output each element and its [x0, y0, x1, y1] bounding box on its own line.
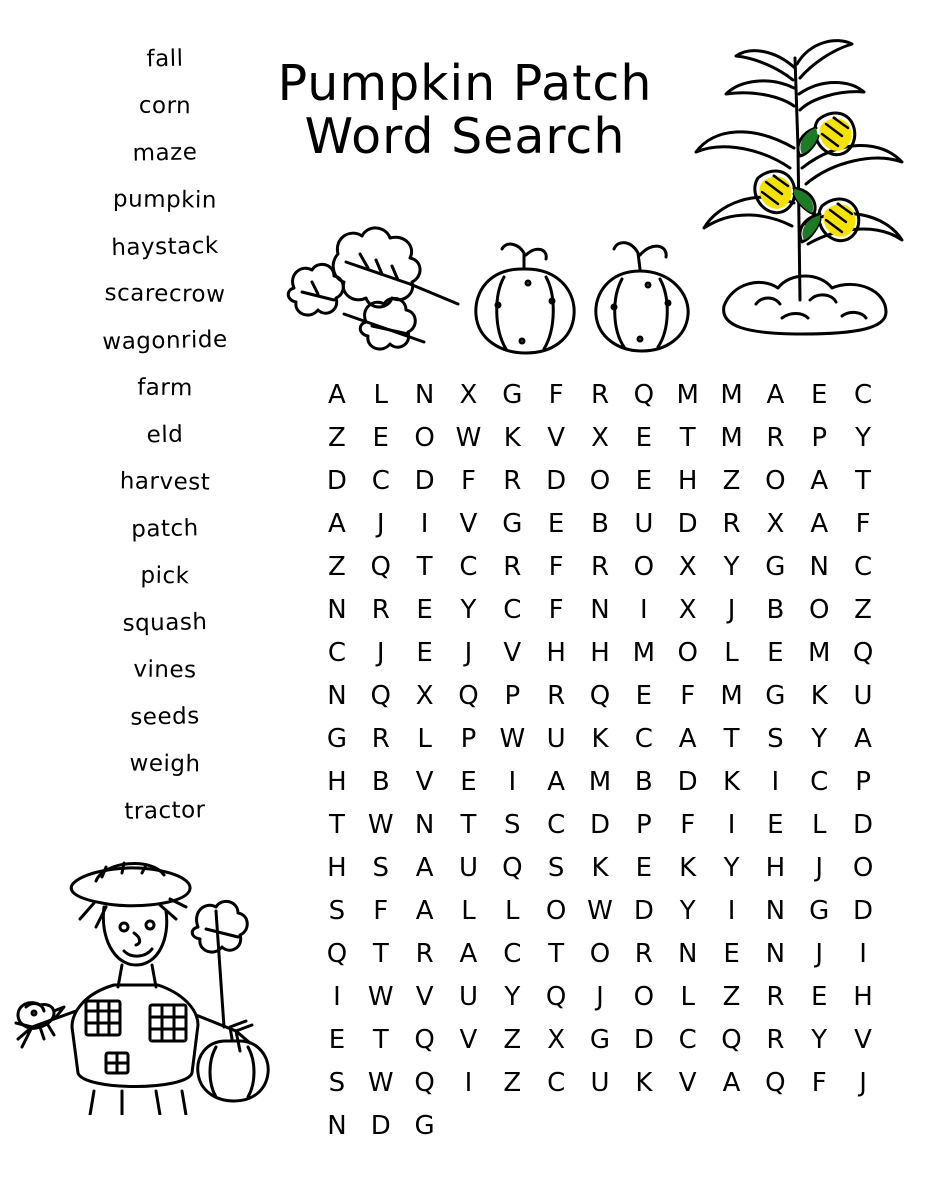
grid-letter: W [367, 982, 394, 1012]
grid-letter: G [809, 896, 830, 926]
grid-letter: F [680, 681, 696, 711]
grid-letter: E [416, 595, 433, 625]
grid-letter: C [503, 939, 522, 969]
grid-letter: Y [504, 982, 521, 1012]
grid-letter: F [811, 1068, 827, 1098]
grid-letter: T [723, 724, 740, 754]
grid-letter: C [459, 552, 478, 582]
grid-letter: R [766, 423, 785, 453]
grid-letter: S [504, 810, 521, 840]
grid-letter: A [810, 509, 829, 539]
grid-letter: Y [811, 1025, 828, 1055]
grid-letter: T [372, 939, 389, 969]
grid-letter: T [460, 810, 477, 840]
grid-letter: D [853, 810, 874, 840]
grid-letter: I [508, 767, 517, 797]
grid-letter: E [767, 638, 784, 668]
grid-letter: I [727, 896, 736, 926]
grid-letter: B [766, 595, 785, 625]
grid-letter: V [415, 767, 434, 797]
grid-letter: P [855, 767, 871, 797]
grid-letter: Z [722, 982, 741, 1012]
grid-letter: V [503, 638, 522, 668]
grid-letter: K [591, 853, 609, 883]
word-list-item: corn [138, 92, 192, 120]
word-list-item: patch [131, 515, 199, 543]
grid-letter: W [455, 423, 482, 453]
grid-letter: A [678, 724, 697, 754]
grid-letter: J [376, 638, 385, 668]
word-list-item: farm [137, 374, 194, 402]
grid-letter: Y [811, 724, 828, 754]
grid-letter: H [546, 638, 566, 668]
grid-letter: E [723, 939, 740, 969]
grid-letter: Q [765, 1068, 786, 1098]
grid-letter: N [414, 810, 435, 840]
grid-letter: O [545, 896, 567, 926]
grid-letter: S [547, 853, 565, 883]
grid-letter: D [677, 767, 698, 797]
grid-letter: G [326, 724, 347, 754]
grid-letter: E [767, 810, 784, 840]
grid-letter: F [460, 466, 476, 496]
grid-letter: N [327, 681, 347, 711]
grid-letter: M [720, 380, 743, 410]
grid-letter: F [680, 810, 696, 840]
grid-letter: M [676, 380, 699, 410]
word-list-item: wagonride [102, 326, 228, 356]
grid-letter: B [371, 767, 390, 797]
grid-letter: W [367, 1068, 394, 1098]
grid-letter: C [371, 466, 390, 496]
grid-letter: D [589, 810, 610, 840]
grid-letter: G [765, 552, 786, 582]
grid-letter: K [723, 767, 741, 797]
word-list-item: haystack [111, 232, 219, 262]
grid-letter: C [853, 552, 873, 582]
grid-letter: U [546, 724, 566, 754]
grid-letter: X [766, 509, 785, 539]
grid-letter: Q [414, 1068, 435, 1098]
grid-letter: V [854, 1025, 872, 1055]
word-list-item: pick [140, 562, 190, 590]
grid-letter: L [811, 810, 827, 840]
grid-letter: N [414, 380, 435, 410]
grid-letter: D [546, 466, 567, 496]
grid-letter: H [765, 853, 786, 883]
grid-letter: L [461, 896, 476, 926]
grid-letter: R [415, 939, 434, 969]
grid-letter: I [333, 982, 341, 1012]
grid-letter: M [588, 767, 612, 797]
page-title [250, 55, 680, 165]
grid-letter: T [548, 939, 565, 969]
grid-letter: I [727, 810, 736, 840]
grid-letter: Q [370, 552, 391, 582]
pumpkins-illustration [460, 225, 710, 365]
grid-letter: R [722, 509, 741, 539]
grid-letter: Y [460, 595, 477, 625]
grid-letter: D [370, 1111, 391, 1141]
grid-letter: Q [633, 380, 655, 410]
title-line-2: Word Search [304, 107, 626, 165]
grid-letter: L [724, 638, 739, 668]
grid-letter: G [414, 1111, 435, 1141]
word-list-item: pumpkin [112, 186, 218, 214]
grid-letter: D [633, 896, 654, 926]
grid-letter: I [464, 1068, 473, 1098]
grid-letter: D [853, 896, 874, 926]
grid-letter: I [640, 595, 648, 625]
grid-letter: A [547, 767, 566, 797]
grid-letter: R [503, 466, 522, 496]
word-list-item: vines [133, 656, 197, 684]
grid-letter: D [326, 466, 347, 496]
grid-letter: H [677, 466, 698, 496]
grid-letter: H [327, 853, 347, 883]
grid-letter: S [767, 724, 784, 754]
grid-letter: Y [723, 853, 740, 883]
grid-letter: Q [589, 681, 611, 711]
grid-letter: E [547, 509, 565, 539]
grid-letter: P [504, 681, 521, 711]
grid-letter: C [634, 724, 653, 754]
grid-letter: S [372, 853, 390, 883]
grid-letter: A [415, 896, 434, 926]
grid-letter: S [328, 896, 346, 926]
grid-letter: E [811, 982, 828, 1012]
grid-letter: P [811, 423, 828, 453]
grid-letter: F [548, 595, 564, 625]
grid-letter: A [415, 853, 434, 883]
grid-letter: N [677, 939, 698, 969]
grid-letter: D [414, 466, 435, 496]
grid-letter: J [815, 853, 824, 883]
grid-letter: R [371, 595, 390, 625]
grid-letter: N [765, 939, 786, 969]
grid-letter: C [547, 1068, 566, 1098]
grid-letter: Q [370, 681, 391, 711]
grid-letter: L [680, 982, 695, 1012]
word-list-item: harvest [119, 468, 211, 496]
grid-letter: M [720, 423, 743, 453]
word-list-item: squash [122, 609, 208, 637]
grid-letter: F [373, 896, 389, 926]
grid-letter: D [677, 509, 698, 539]
grid-letter: L [417, 724, 432, 754]
grid-letter: P [460, 724, 477, 754]
grid-letter: H [590, 638, 610, 668]
grid-letter: P [636, 810, 652, 840]
grid-letter: O [414, 423, 435, 453]
letter-grid [315, 382, 885, 1139]
grid-letter: T [416, 552, 433, 582]
grid-letter: K [503, 423, 521, 453]
grid-letter: X [459, 380, 478, 410]
grid-letter: L [505, 896, 520, 926]
grid-letter: N [327, 1111, 347, 1141]
grid-letter: N [327, 595, 347, 625]
grid-letter: R [766, 982, 785, 1012]
grid-letter: J [464, 638, 473, 668]
grid-letter: A [722, 1068, 741, 1098]
grid-letter: I [859, 939, 867, 969]
grid-letter: C [853, 380, 873, 410]
grid-letter: O [633, 552, 655, 582]
grid-letter: C [503, 595, 522, 625]
grid-letter: X [678, 595, 697, 625]
grid-letter: R [766, 1025, 785, 1055]
grid-letter: H [327, 767, 347, 797]
grid-letter: L [373, 380, 389, 410]
grid-letter: I [420, 509, 429, 539]
grid-letter: J [596, 982, 604, 1012]
grid-letter: R [590, 380, 610, 410]
grid-letter: E [811, 380, 828, 410]
grid-letter: H [853, 982, 873, 1012]
grid-letter: M [808, 638, 831, 668]
grid-letter: O [589, 466, 611, 496]
grid-letter: J [815, 939, 824, 969]
grid-letter: A [328, 380, 346, 410]
grid-letter: R [547, 681, 566, 711]
grid-letter: Q [545, 982, 567, 1012]
grid-letter: Z [328, 423, 346, 453]
grid-letter: E [635, 681, 653, 711]
grid-letter: A [328, 509, 346, 539]
grid-letter: R [371, 724, 390, 754]
grid-letter: Y [855, 423, 871, 453]
word-list-item: tractor [124, 797, 206, 825]
grid-letter: Z [854, 595, 872, 625]
grid-letter: T [855, 466, 871, 496]
grid-letter: T [328, 810, 345, 840]
grid-letter: X [591, 423, 609, 453]
grid-letter: E [416, 638, 433, 668]
grid-letter: N [809, 552, 829, 582]
grid-letter: G [502, 380, 523, 410]
grid-letter: E [460, 767, 477, 797]
grid-letter: W [367, 810, 394, 840]
grid-letter: R [590, 552, 610, 582]
grid-letter: V [459, 509, 478, 539]
grid-letter: X [415, 681, 434, 711]
grid-letter: U [634, 509, 654, 539]
grid-letter: T [372, 1025, 389, 1055]
grid-letter: Q [458, 681, 479, 711]
word-list-item: seeds [130, 703, 200, 731]
grid-letter: M [720, 681, 743, 711]
grid-letter: O [677, 638, 698, 668]
grid-letter: G [589, 1025, 611, 1055]
grid-letter: T [679, 423, 696, 453]
grid-letter: E [635, 853, 653, 883]
grid-letter: J [727, 595, 736, 625]
grid-letter: U [458, 853, 478, 883]
grid-letter: U [590, 1068, 610, 1098]
scarecrow-illustration [10, 815, 310, 1115]
grid-letter: C [678, 1025, 697, 1055]
grid-letter: U [853, 681, 873, 711]
grid-letter: I [771, 767, 780, 797]
word-list-item: fall [146, 45, 184, 73]
grid-letter: E [635, 466, 653, 496]
grid-letter: A [810, 466, 829, 496]
grid-letter: K [635, 1068, 653, 1098]
grid-letter: S [328, 1068, 346, 1098]
grid-letter: Q [326, 939, 348, 969]
grid-letter: N [765, 896, 786, 926]
grid-letter: V [678, 1068, 697, 1098]
grid-letter: M [632, 638, 656, 668]
grid-letter: Y [723, 552, 740, 582]
grid-letter: Z [503, 1025, 522, 1055]
grid-letter: W [587, 896, 613, 926]
grid-letter: R [503, 552, 522, 582]
grid-letter: G [765, 681, 786, 711]
grid-letter: E [328, 1025, 346, 1055]
word-list [70, 45, 260, 847]
grid-letter: O [808, 595, 830, 625]
corn-plant-illustration [690, 28, 915, 348]
grid-letter: B [591, 509, 609, 539]
grid-letter: G [502, 509, 523, 539]
grid-letter: X [678, 552, 697, 582]
grid-letter: O [765, 466, 786, 496]
grid-letter: R [634, 939, 653, 969]
grid-letter: W [499, 724, 526, 754]
grid-letter: U [458, 982, 478, 1012]
grid-letter: Z [503, 1068, 522, 1098]
grid-letter: K [810, 681, 828, 711]
grid-letter: A [766, 380, 785, 410]
title-line-1: Pumpkin Patch [277, 55, 653, 112]
grid-letter: C [810, 767, 829, 797]
grid-letter: F [855, 509, 871, 539]
grid-letter: Z [722, 466, 741, 496]
grid-letter: J [859, 1068, 867, 1098]
word-list-item: weigh [129, 750, 201, 778]
grid-letter: V [459, 1025, 478, 1055]
grid-letter: C [327, 638, 346, 668]
grid-letter: F [548, 552, 564, 582]
grid-letter: B [634, 767, 653, 797]
grid-letter: O [852, 853, 874, 883]
grid-letter: Q [721, 1025, 742, 1055]
grid-letter: N [590, 595, 610, 625]
grid-letter: O [633, 982, 655, 1012]
grid-letter: K [679, 853, 697, 883]
grid-letter: D [633, 1025, 654, 1055]
grid-letter: C [547, 810, 566, 840]
grid-letter: X [547, 1025, 566, 1055]
grid-letter: E [372, 423, 389, 453]
grid-letter: Q [502, 853, 523, 883]
grid-letter: J [376, 509, 385, 539]
grid-letter: V [415, 982, 434, 1012]
word-list-item: maze [132, 139, 198, 167]
grid-letter: Y [679, 896, 696, 926]
grid-letter: Q [852, 638, 874, 668]
grid-letter: O [589, 939, 611, 969]
grid-letter: Q [414, 1025, 435, 1055]
word-list-item: eld [146, 421, 184, 449]
grid-letter: Z [328, 552, 346, 582]
grid-letter: K [591, 724, 609, 754]
grid-letter: E [635, 423, 653, 453]
grid-letter: F [548, 380, 564, 410]
autumn-leaves-illustration [272, 210, 472, 365]
word-list-item: scarecrow [104, 280, 226, 308]
grid-letter: A [459, 939, 478, 969]
grid-letter: A [854, 724, 872, 754]
grid-letter: V [547, 423, 566, 453]
